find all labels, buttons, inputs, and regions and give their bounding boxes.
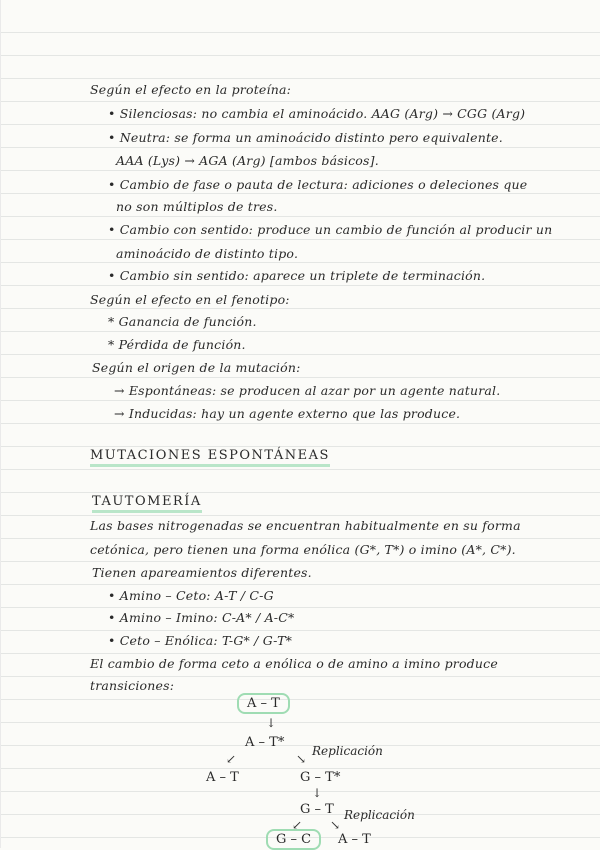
para-bases-2: cetónica, pero tienen una forma enólica (G*, T*) o imino (A*, C*).: [90, 542, 516, 557]
diagram-replicacion-2: Replicación: [344, 808, 415, 822]
para-cambio-forma: El cambio de forma ceto a enólica o de amino a imino produce: [90, 656, 498, 671]
item-espontaneas: → Espontáneas: se producen al azar por un agente natural.: [114, 383, 501, 398]
section-origin: Según el origen de la mutación:: [92, 360, 301, 375]
arrow-down-icon-2: ↓: [312, 786, 323, 800]
bullet-cambio-sentido-cont: aminoácido de distinto tipo.: [116, 246, 299, 261]
arrow-down-right-icon: ↘: [296, 752, 307, 766]
heading-mutaciones-text: MUTACIONES ESPONTÁNEAS: [90, 448, 330, 467]
diagram-top-pair-text: A – T: [237, 693, 290, 714]
item-perdida: * Pérdida de función.: [108, 337, 246, 352]
para-bases-1: Las bases nitrogenadas se encuentran habitualmente en su forma: [90, 518, 521, 533]
pair-amino-ceto: • Amino – Ceto: A-T / C-G: [108, 588, 274, 603]
margin-line: [0, 0, 1, 848]
bullet-neutra: • Neutra: se forma un aminoácido distinto pero equivalente.: [108, 130, 503, 145]
bullet-cambio-sentido: • Cambio con sentido: produce un cambio de función al producir un: [108, 222, 553, 237]
diagram-second-pair: A – T*: [245, 735, 285, 750]
item-inducidas: → Inducidas: hay un agente externo que las produce.: [114, 406, 461, 421]
section-protein-effect: Según el efecto en la proteína:: [90, 82, 292, 97]
heading-tautomeria-text: TAUTOMERÍA: [92, 494, 202, 513]
arrow-down-left-icon: ↙: [226, 752, 237, 766]
heading-tautomeria: [92, 494, 202, 513]
diagram-left-pair-2: [266, 832, 321, 847]
arrow-down-left-icon-2: ↙: [292, 818, 303, 832]
para-apareamientos: Tienen apareamientos diferentes.: [92, 565, 312, 580]
arrow-down-icon: ↓: [266, 716, 277, 730]
pair-amino-imino: • Amino – Imino: C-A* / A-C*: [108, 610, 295, 625]
diagram-right-pair-1: G – T*: [300, 770, 341, 785]
pair-ceto-enolica: • Ceto – Enólica: T-G* / G-T*: [108, 633, 293, 648]
section-phenotype-effect: Según el efecto en el fenotipo:: [90, 292, 290, 307]
diagram-replicacion-1: Replicación: [312, 744, 383, 758]
arrow-down-right-icon-2: ↘: [330, 818, 341, 832]
para-transiciones: transiciones:: [90, 678, 175, 693]
diagram-right-pair-2: A – T: [338, 832, 371, 847]
diagram-left-pair-1: A – T: [206, 770, 239, 785]
bullet-silenciosas: • Silenciosas: no cambia el aminoácido. AAG (Arg) → CGG (Arg): [108, 106, 526, 121]
diagram-third-pair: G – T: [300, 802, 334, 817]
heading-mutaciones-espontaneas: [90, 448, 330, 467]
bullet-cambio-fase: • Cambio de fase o pauta de lectura: adiciones o deleciones que: [108, 177, 528, 192]
diagram-top-pair: [237, 696, 290, 711]
item-ganancia: * Ganancia de función.: [108, 314, 257, 329]
bullet-sin-sentido: • Cambio sin sentido: aparece un triplete de terminación.: [108, 268, 486, 283]
diagram-left-pair-2-text: G – C: [266, 829, 321, 850]
bullet-cambio-fase-cont: no son múltiplos de tres.: [116, 199, 278, 214]
bullet-neutra-cont: AAA (Lys) → AGA (Arg) [ambos básicos].: [116, 153, 379, 168]
